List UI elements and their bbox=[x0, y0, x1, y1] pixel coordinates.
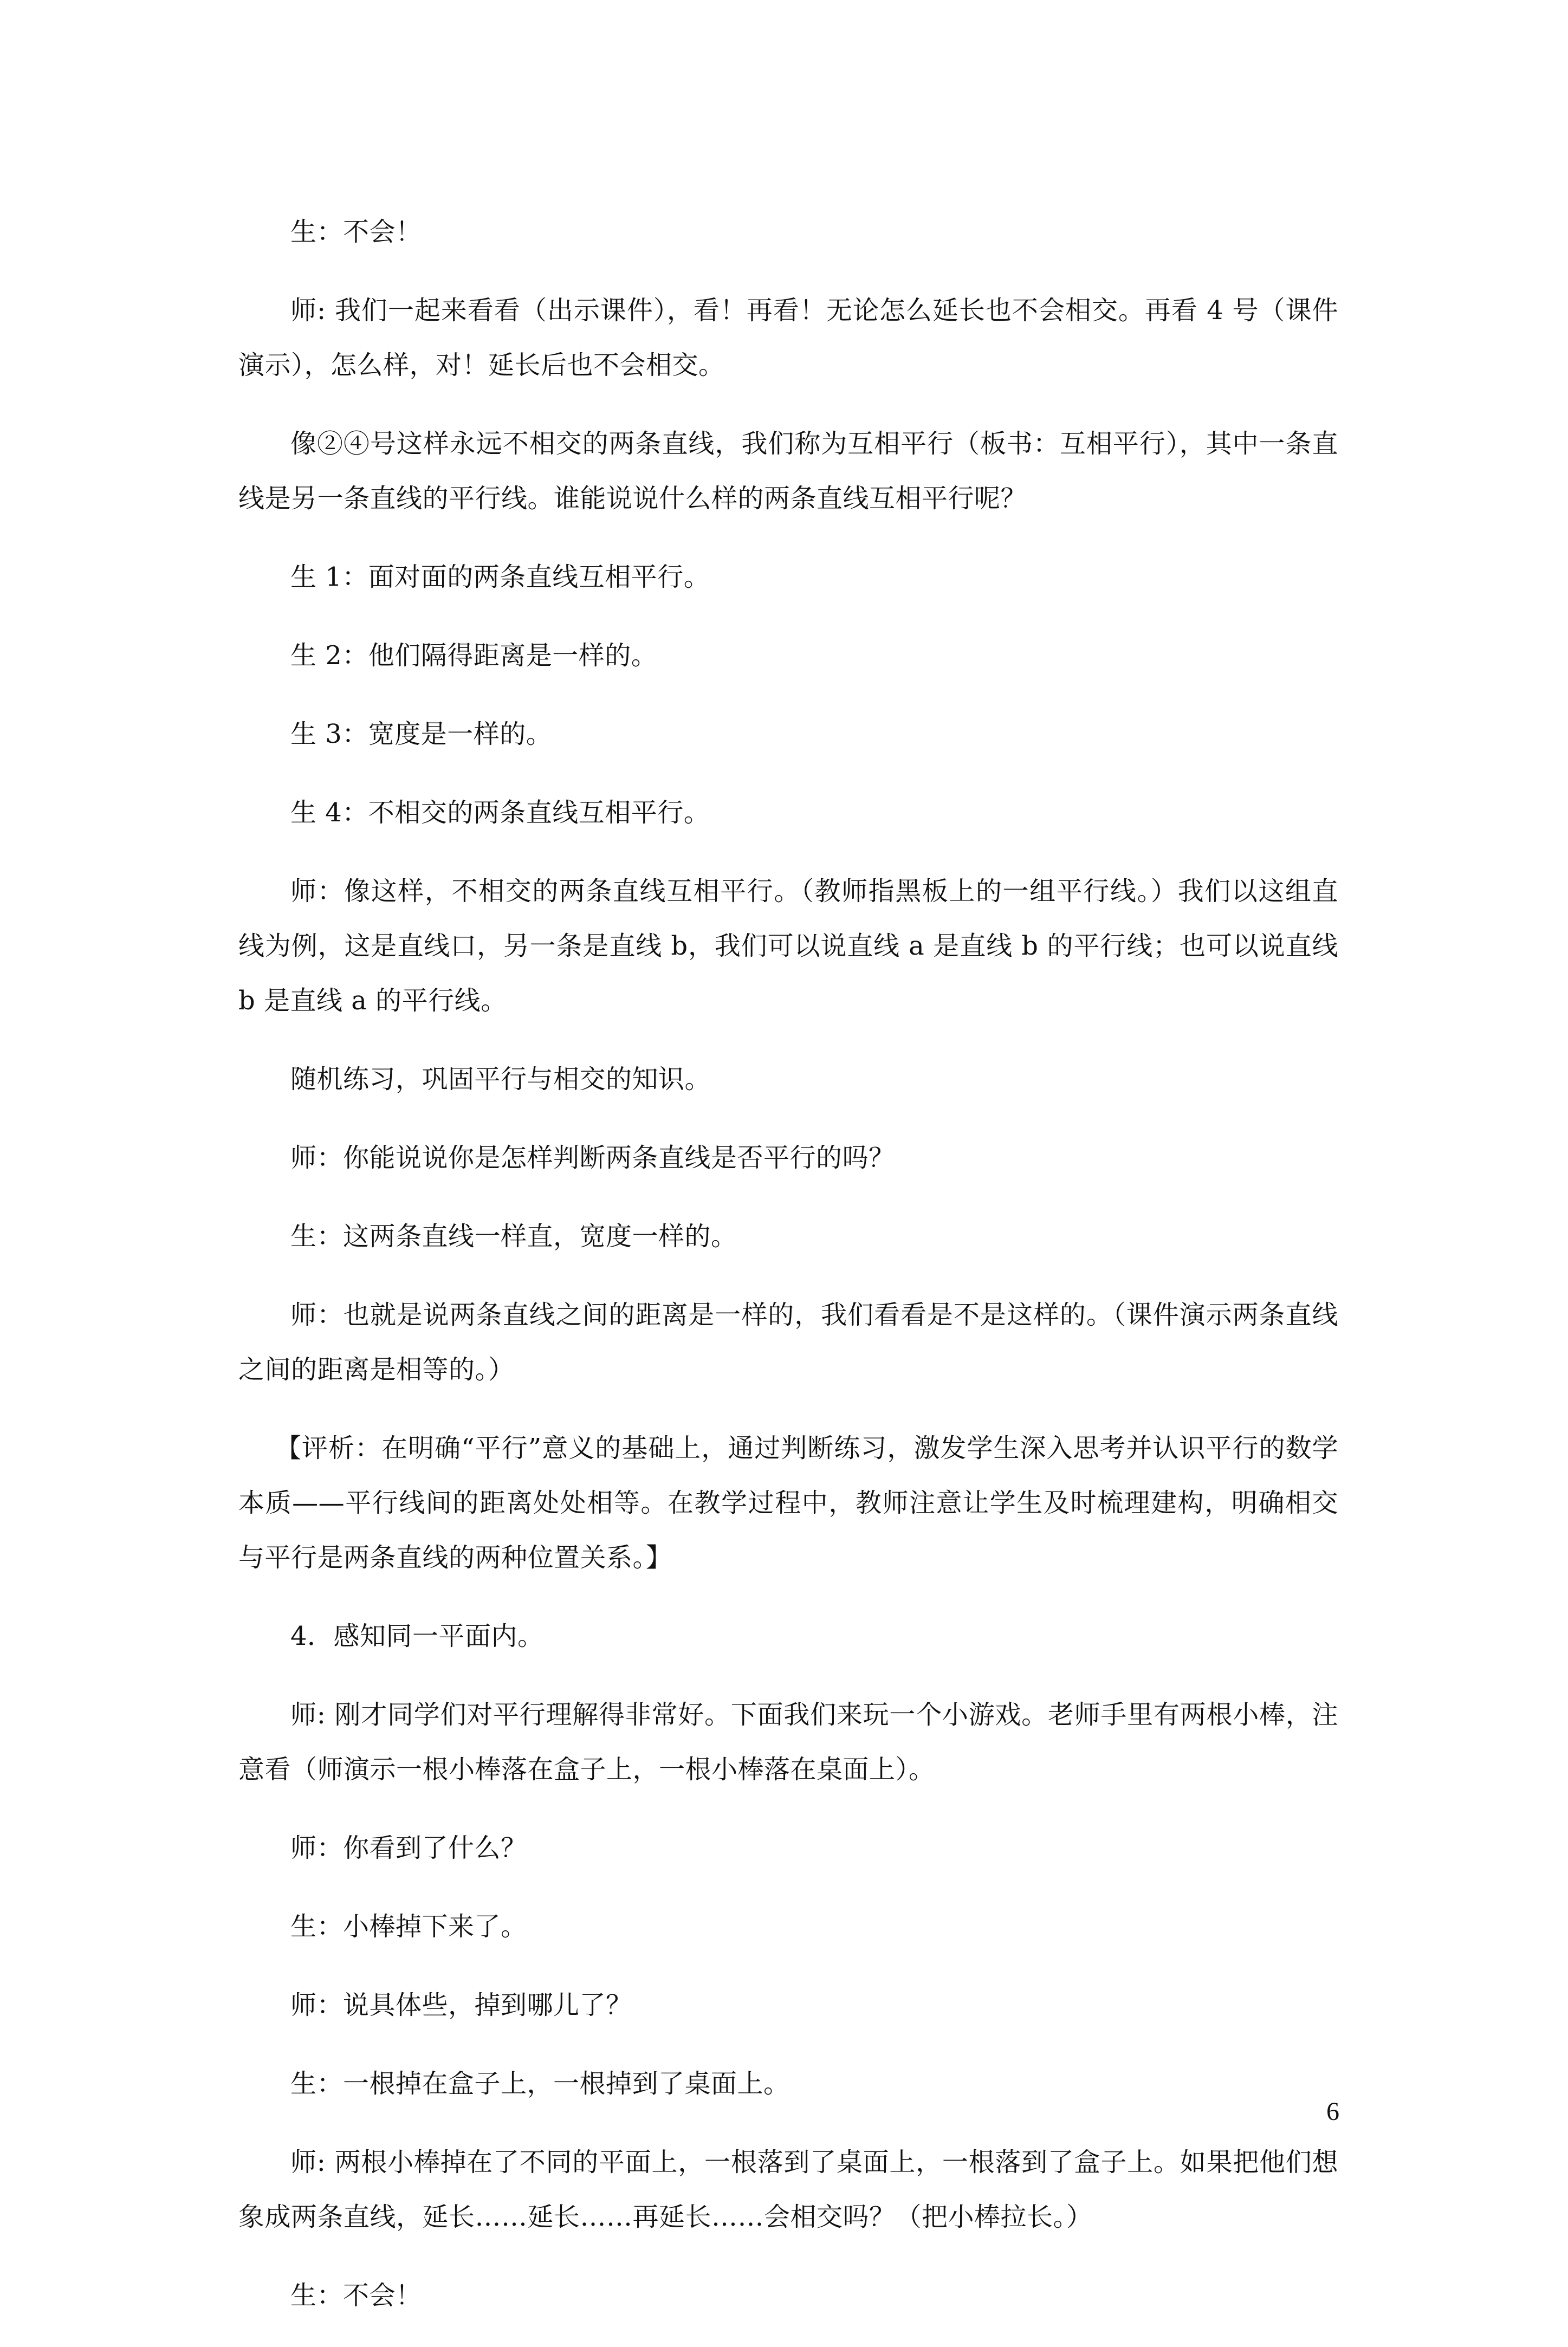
document-body bbox=[238, 205, 1338, 2347]
paragraph: 生 3：宽度是一样的。 bbox=[290, 719, 553, 749]
paragraph: 师: 我们一起来看看（出示课件），看！再看！无论怎么延长也不会相交。再看 4 号（课件演示），怎么样，对！延长后也不会相交。 bbox=[238, 295, 1338, 380]
paragraph: 生 4：不相交的两条直线互相平行。 bbox=[290, 798, 710, 828]
commentary-paragraph: 【评析：在明确“平行”意义的基础上，通过判断练习，激发学生深入思考并认识平行的数学本质——平行线间的距离处处相等。在教学过程中，教师注意让学生及时梳理建构，明确相交与平行是两条直线的两种位置关系。】 bbox=[238, 1433, 1338, 1573]
paragraph: 生：不会！ bbox=[290, 217, 422, 247]
paragraph: 生：不会！ bbox=[290, 2280, 422, 2311]
page-number: 6 bbox=[1326, 2097, 1339, 2126]
paragraph: 师：你能说说你是怎样判断两条直线是否平行的吗？ bbox=[290, 1143, 895, 1173]
paragraph: 师：像这样，不相交的两条直线互相平行。（教师指黑板上的一组平行线。）我们以这组直线为例，这是直线口，另一条是直线 b，我们可以说直线 a 是直线 b 的平行线；也可以说直线 b 是直线 a 的平行线。 bbox=[238, 876, 1338, 1016]
paragraph: 生：一根掉在盒子上，一根掉到了桌面上。 bbox=[290, 2069, 790, 2099]
paragraph: 生 1：面对面的两条直线互相平行。 bbox=[290, 562, 710, 592]
paragraph: 师: 刚才同学们对平行理解得非常好。下面我们来玩一个小游戏。老师手里有两根小棒，注意看（师演示一根小棒落在盒子上，一根小棒落在桌面上）。 bbox=[238, 1700, 1338, 1785]
section-heading: 4．感知同一平面内。 bbox=[290, 1621, 544, 1651]
paragraph: 师：说具体些，掉到哪儿了？ bbox=[290, 1990, 632, 2020]
paragraph: 生：小棒掉下来了。 bbox=[290, 1911, 527, 1942]
paragraph: 随机练习，巩固平行与相交的知识。 bbox=[290, 1064, 711, 1094]
paragraph: 师：也就是说两条直线之间的距离是一样的，我们看看是不是这样的。（课件演示两条直线之间的距离是相等的。） bbox=[238, 1300, 1338, 1385]
paragraph: 像②④号这样永远不相交的两条直线，我们称为互相平行（板书：互相平行），其中一条直线是另一条直线的平行线。谁能说说什么样的两条直线互相平行呢？ bbox=[238, 429, 1338, 514]
paragraph: 师: 两根小棒掉在了不同的平面上，一根落到了桌面上，一根落到了盒子上。如果把他们想象成两条直线，延长……延长……再延长……会相交吗？（把小棒拉长。） bbox=[238, 2147, 1338, 2232]
paragraph: 生：这两条直线一样直，宽度一样的。 bbox=[290, 1221, 737, 1252]
paragraph: 师：你看到了什么？ bbox=[290, 1833, 527, 1863]
paragraph: 生 2：他们隔得距离是一样的。 bbox=[290, 640, 658, 671]
